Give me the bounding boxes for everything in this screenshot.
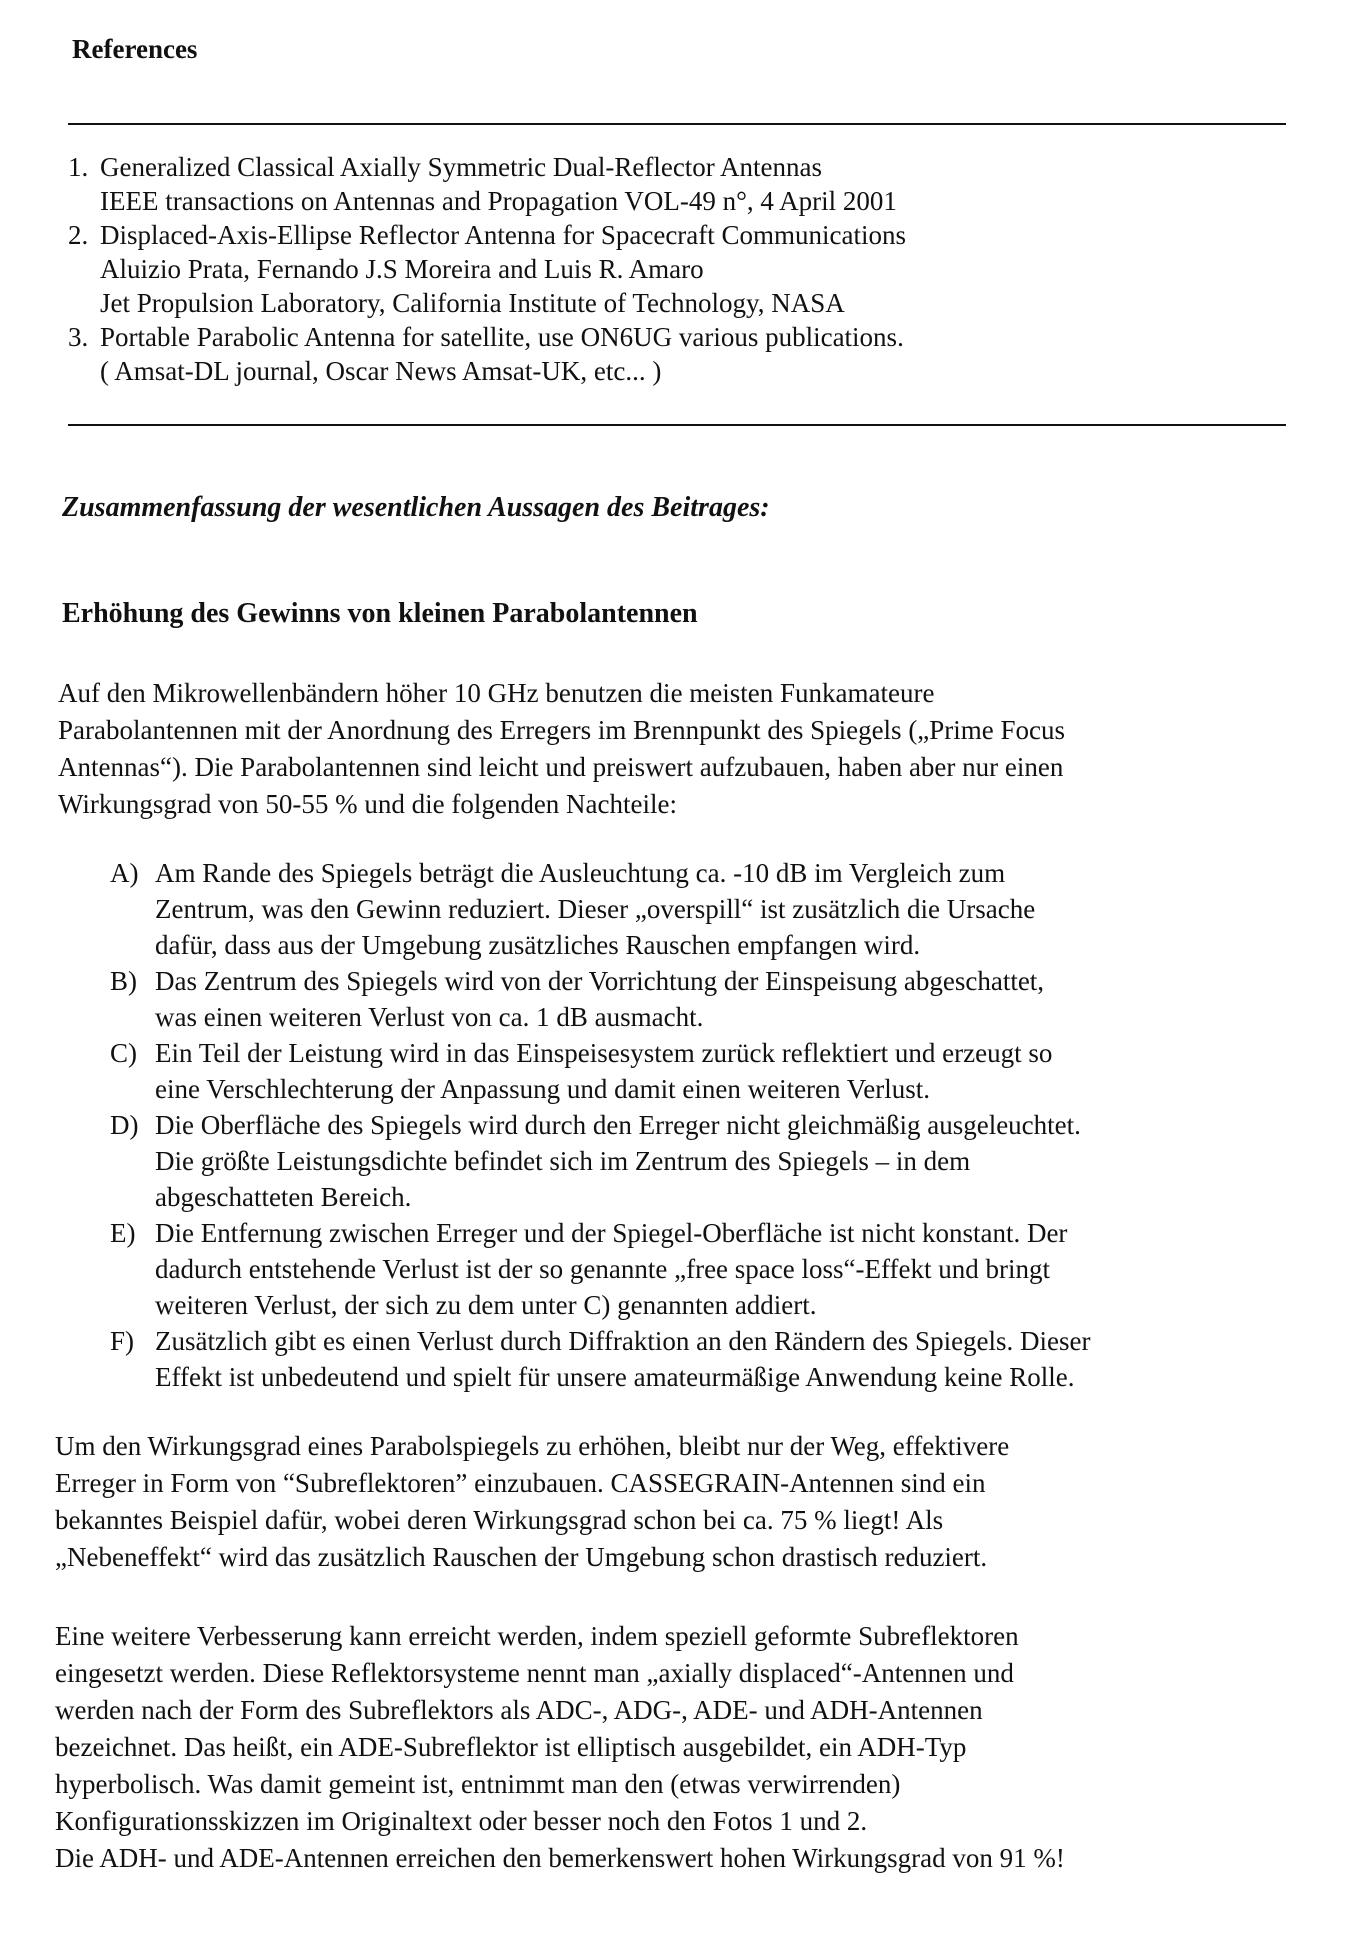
reference-line: Portable Parabolic Antenna for satellite, use ON6UG various publications. — [100, 322, 904, 352]
text-line: werden nach der Form des Subreflektors als ADC-, ADG-, ADE- und ADH-Antennen — [55, 1695, 983, 1725]
text-line: Eine weitere Verbesserung kann erreicht werden, indem speziell geformte Subreflektoren — [55, 1621, 1019, 1651]
text-line: Wirkungsgrad von 50-55 % und die folgenden Nachteile: — [58, 789, 677, 819]
reference-number: 1. — [68, 152, 89, 182]
text-line: bezeichnet. Das heißt, ein ADE-Subreflektor ist elliptisch ausgebildet, ein ADH-Typ — [55, 1732, 967, 1762]
text-line: Effekt ist unbedeutend und spielt für unsere amateurmäßige Anwendung keine Rolle. — [155, 1362, 1075, 1392]
text-line: weiteren Verlust, der sich zu dem unter C) genannten addiert. — [155, 1290, 817, 1320]
text-line: Auf den Mikrowellenbändern höher 10 GHz benutzen die meisten Funkamateure — [58, 678, 935, 708]
reference-number: 3. — [68, 322, 89, 352]
text-line: Konfigurationsskizzen im Originaltext oder besser noch den Fotos 1 und 2. — [55, 1806, 868, 1836]
reference-item — [68, 218, 1288, 320]
text-line: hyperbolisch. Was damit gemeint ist, entnimmt man den (etwas verwirrenden) — [55, 1769, 901, 1799]
reference-line: ( Amsat-DL journal, Oscar News Amsat-UK, etc... ) — [100, 356, 662, 386]
intro-paragraph — [58, 675, 1298, 823]
text-line: abgeschatteten Bereich. — [155, 1182, 412, 1212]
reference-line: Aluizio Prata, Fernando J.S Moreira and Luis R. Amaro — [100, 254, 704, 284]
text-line: dafür, dass aus der Umgebung zusätzliches Rauschen empfangen wird. — [155, 930, 921, 960]
references-heading: References — [72, 34, 198, 64]
text-line: bekanntes Beispiel dafür, wobei deren Wirkungsgrad schon bei ca. 75 % liegt! Als — [55, 1505, 944, 1535]
text-line: eine Verschlechterung der Anpassung und damit einen weiteren Verlust. — [155, 1074, 931, 1104]
bottom-rule — [68, 424, 1286, 426]
list-item — [110, 1323, 1310, 1395]
text-line: Die größte Leistungsdichte befindet sich im Zentrum des Spiegels – in dem — [155, 1146, 971, 1176]
text-line: Erreger in Form von “Subreflektoren” einzubauen. CASSEGRAIN-Antennen sind ein — [55, 1468, 986, 1498]
subreflector-paragraph — [55, 1618, 1305, 1877]
text-line: „Nebeneffekt“ wird das zusätzlich Rauschen der Umgebung schon drastisch reduziert. — [55, 1542, 988, 1572]
text-line: Am Rande des Spiegels beträgt die Ausleuchtung ca. -10 dB im Vergleich zum — [155, 858, 1006, 888]
reference-line: Displaced-Axis-Ellipse Reflector Antenna for Spacecraft Communications — [100, 220, 907, 250]
list-letter: E) — [110, 1218, 136, 1248]
text-line: Die Oberfläche des Spiegels wird durch den Erreger nicht gleichmäßig ausgeleuchtet. — [155, 1110, 1081, 1140]
text-line: Das Zentrum des Spiegels wird von der Vorrichtung der Einspeisung abgeschattet, — [155, 966, 1045, 996]
section-heading: Erhöhung des Gewinns von kleinen Parabolantennen — [62, 598, 698, 629]
reference-line: Jet Propulsion Laboratory, California Institute of Technology, NASA — [100, 288, 845, 318]
text-line: was einen weiteren Verlust von ca. 1 dB ausmacht. — [155, 1002, 704, 1032]
text-line: Um den Wirkungsgrad eines Parabolspiegels zu erhöhen, bleibt nur der Weg, effektivere — [55, 1431, 1010, 1461]
text-line: Zusätzlich gibt es einen Verlust durch Diffraktion an den Rändern des Spiegels. Dieser — [155, 1326, 1091, 1356]
drawbacks-list — [110, 855, 1310, 1395]
list-item — [110, 1107, 1310, 1215]
text-line: dadurch entstehende Verlust ist der so genannte „free space loss“-Effekt und bringt — [155, 1254, 1050, 1284]
list-letter: D) — [110, 1110, 139, 1140]
text-line: Die ADH- und ADE-Antennen erreichen den bemerkenswert hohen Wirkungsgrad von 91 %! — [55, 1843, 1065, 1873]
reference-item — [68, 320, 1288, 388]
text-line: Ein Teil der Leistung wird in das Einspeisesystem zurück reflektiert und erzeugt so — [155, 1038, 1053, 1068]
reference-item — [68, 150, 1288, 218]
text-line: Parabolantennen mit der Anordnung des Erregers im Brennpunkt des Spiegels („Prime Focus — [58, 715, 1066, 745]
reference-number: 2. — [68, 220, 89, 250]
efficiency-paragraph — [55, 1428, 1305, 1576]
top-rule — [68, 123, 1286, 125]
text-line: Die Entfernung zwischen Erreger und der Spiegel-Oberfläche ist nicht konstant. Der — [155, 1218, 1068, 1248]
text-line: Antennas“). Die Parabolantennen sind leicht und preiswert aufzubauen, haben aber nur einen — [58, 752, 1064, 782]
summary-heading: Zusammenfassung der wesentlichen Aussagen des Beitrages: — [62, 492, 770, 523]
reference-line: IEEE transactions on Antennas and Propagation VOL-49 n°, 4 April 2001 — [100, 186, 897, 216]
references-list — [68, 150, 1288, 388]
reference-line: Generalized Classical Axially Symmetric Dual-Reflector Antennas — [100, 152, 823, 182]
list-letter: F) — [110, 1326, 135, 1356]
list-letter: C) — [110, 1038, 137, 1068]
list-item — [110, 1035, 1310, 1107]
list-letter: B) — [110, 966, 137, 996]
list-item — [110, 855, 1310, 963]
list-item — [110, 963, 1310, 1035]
text-line: Zentrum, was den Gewinn reduziert. Dieser „overspill“ ist zusätzlich die Ursache — [155, 894, 1036, 924]
list-item — [110, 1215, 1310, 1323]
list-letter: A) — [110, 858, 139, 888]
text-line: eingesetzt werden. Diese Reflektorsysteme nennt man „axially displaced“-Antennen und — [55, 1658, 1014, 1688]
